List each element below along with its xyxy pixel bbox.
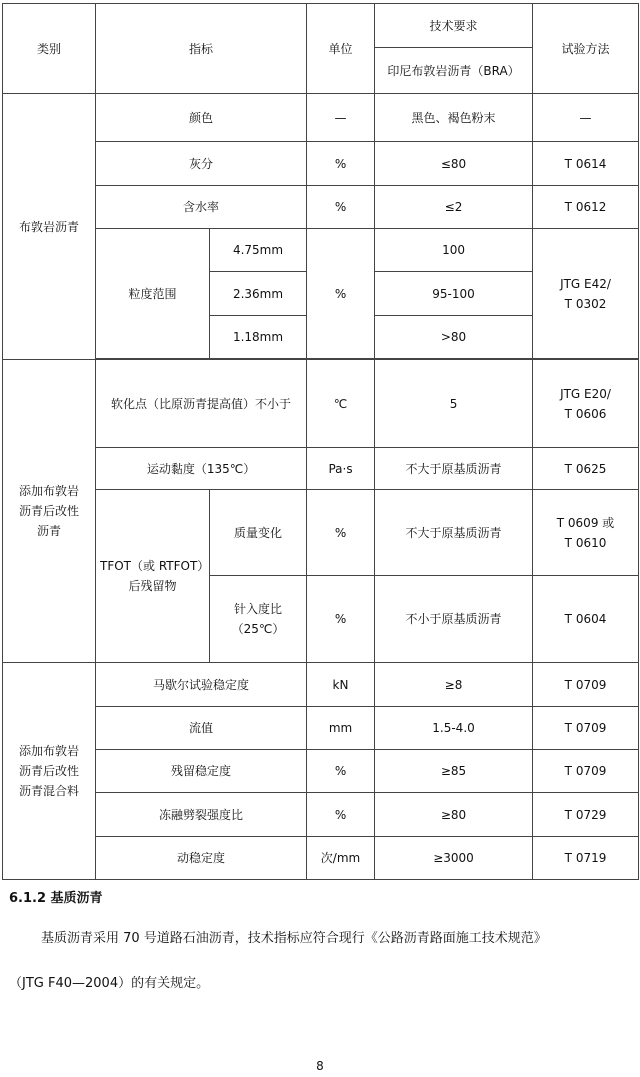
method-line: T 0609 或 [556,515,615,530]
method-cell: T 0709 [533,750,639,793]
indicator-cell: 流值 [96,707,307,750]
paragraph-line: 基质沥青采用 70 号道路石油沥青，技术指标应符合现行《公路沥青路面施工技术规范》 [41,931,547,946]
indicator-line: 针入度比 [234,602,283,616]
table-row [3,793,639,837]
header-tech-req-sub: 印尼布敦岩沥青（BRA） [375,48,533,94]
table-row [3,750,639,793]
indicator-cell: 软化点（比原沥青提高值）不小于 [96,360,307,448]
unit-cell: % [307,186,375,229]
header-method: 试验方法 [533,4,639,94]
method-cell: T 0719 [533,837,639,880]
category-cell: 布敦岩沥青 [3,94,96,360]
req-cell: 不大于原基质沥青 [375,448,533,490]
unit-cell: % [307,750,375,793]
req-cell: ≥80 [375,793,533,837]
indicator-cell: 含水率 [96,186,307,229]
table-row [3,707,639,750]
category-line: 沥青混合料 [18,784,79,798]
size-cell: 1.18mm [210,316,307,359]
unit-cell: % [307,142,375,186]
unit-cell: % [307,576,375,663]
table-row [3,142,639,186]
section-heading: 6.1.2 基质沥青 [9,891,103,906]
method-line: JTG E20/ [560,386,611,401]
indicator-cell: 灰分 [96,142,307,186]
unit-cell: % [307,793,375,837]
header-category: 类别 [3,4,96,94]
header-tech-req: 技术要求 [375,4,533,48]
table-row [3,490,639,576]
unit-cell: % [307,490,375,576]
method-line: JTG E42/ [560,276,611,291]
header-row [3,4,639,48]
method-line: T 0302 [564,296,607,311]
req-cell: ≤80 [375,142,533,186]
req-cell: 不小于原基质沥青 [375,576,533,663]
table-row [3,837,639,880]
method-line: T 0610 [564,535,607,550]
req-cell: >80 [375,316,533,359]
req-cell: 1.5-4.0 [375,707,533,750]
category-line: 沥青后改性 [18,764,79,778]
unit-cell: — [307,94,375,142]
method-cell: T 0709 [533,707,639,750]
table-row [3,663,639,707]
req-cell: 不大于原基质沥青 [375,490,533,576]
table-row [3,186,639,229]
method-cell: T 0614 [533,142,639,186]
unit-cell: kN [307,663,375,707]
method-cell [533,360,639,448]
req-cell: 黑色、褐色粉末 [375,94,533,142]
tfot-line: TFOT（或 RTFOT） [100,559,210,573]
unit-cell: Pa·s [307,448,375,490]
method-cell: — [533,94,639,142]
paragraph-line: （JTG F40—2004）的有关规定。 [9,976,210,991]
indicator-cell: 冻融劈裂强度比 [96,793,307,837]
unit-cell: 次/mm [307,837,375,880]
unit-cell: % [307,229,375,359]
header-unit: 单位 [307,4,375,94]
gradation-label: 粒度范围 [96,229,210,359]
indicator-cell: 马歇尔试验稳定度 [96,663,307,707]
method-cell: T 0612 [533,186,639,229]
method-cell: T 0729 [533,793,639,837]
indicator-cell: 动稳定度 [96,837,307,880]
size-cell: 2.36mm [210,272,307,316]
table-row [3,360,639,448]
size-cell: 4.75mm [210,229,307,272]
category-cell [3,663,96,880]
method-cell: T 0604 [533,576,639,663]
indicator-line: （25℃） [231,622,285,636]
req-cell: ≥8 [375,663,533,707]
category-cell [3,360,96,663]
method-cell: T 0625 [533,448,639,490]
req-cell: ≥85 [375,750,533,793]
table-row [3,94,639,142]
indicator-cell [210,576,307,663]
method-line: T 0606 [564,406,607,421]
unit-cell: mm [307,707,375,750]
indicator-cell: 质量变化 [210,490,307,576]
tfot-line: 后残留物 [128,579,177,593]
unit-cell: ℃ [307,360,375,448]
method-cell [533,229,639,359]
indicator-cell: 运动黏度（135℃） [96,448,307,490]
category-line: 沥青 [36,524,61,538]
req-cell: 100 [375,229,533,272]
table-row [3,229,639,272]
header-indicator: 指标 [96,4,307,94]
table-row [3,448,639,490]
req-cell: ≥3000 [375,837,533,880]
category-line: 沥青后改性 [18,504,79,518]
method-cell: T 0709 [533,663,639,707]
category-line: 添加布敦岩 [18,744,79,758]
category-line: 添加布敦岩 [18,484,79,498]
req-cell: 95-100 [375,272,533,316]
req-cell: ≤2 [375,186,533,229]
spec-table [2,3,639,880]
tfot-label [96,490,210,663]
method-cell [533,490,639,576]
indicator-cell: 颜色 [96,94,307,142]
req-cell: 5 [375,360,533,448]
page-number: 8 [316,1059,324,1073]
indicator-cell: 残留稳定度 [96,750,307,793]
